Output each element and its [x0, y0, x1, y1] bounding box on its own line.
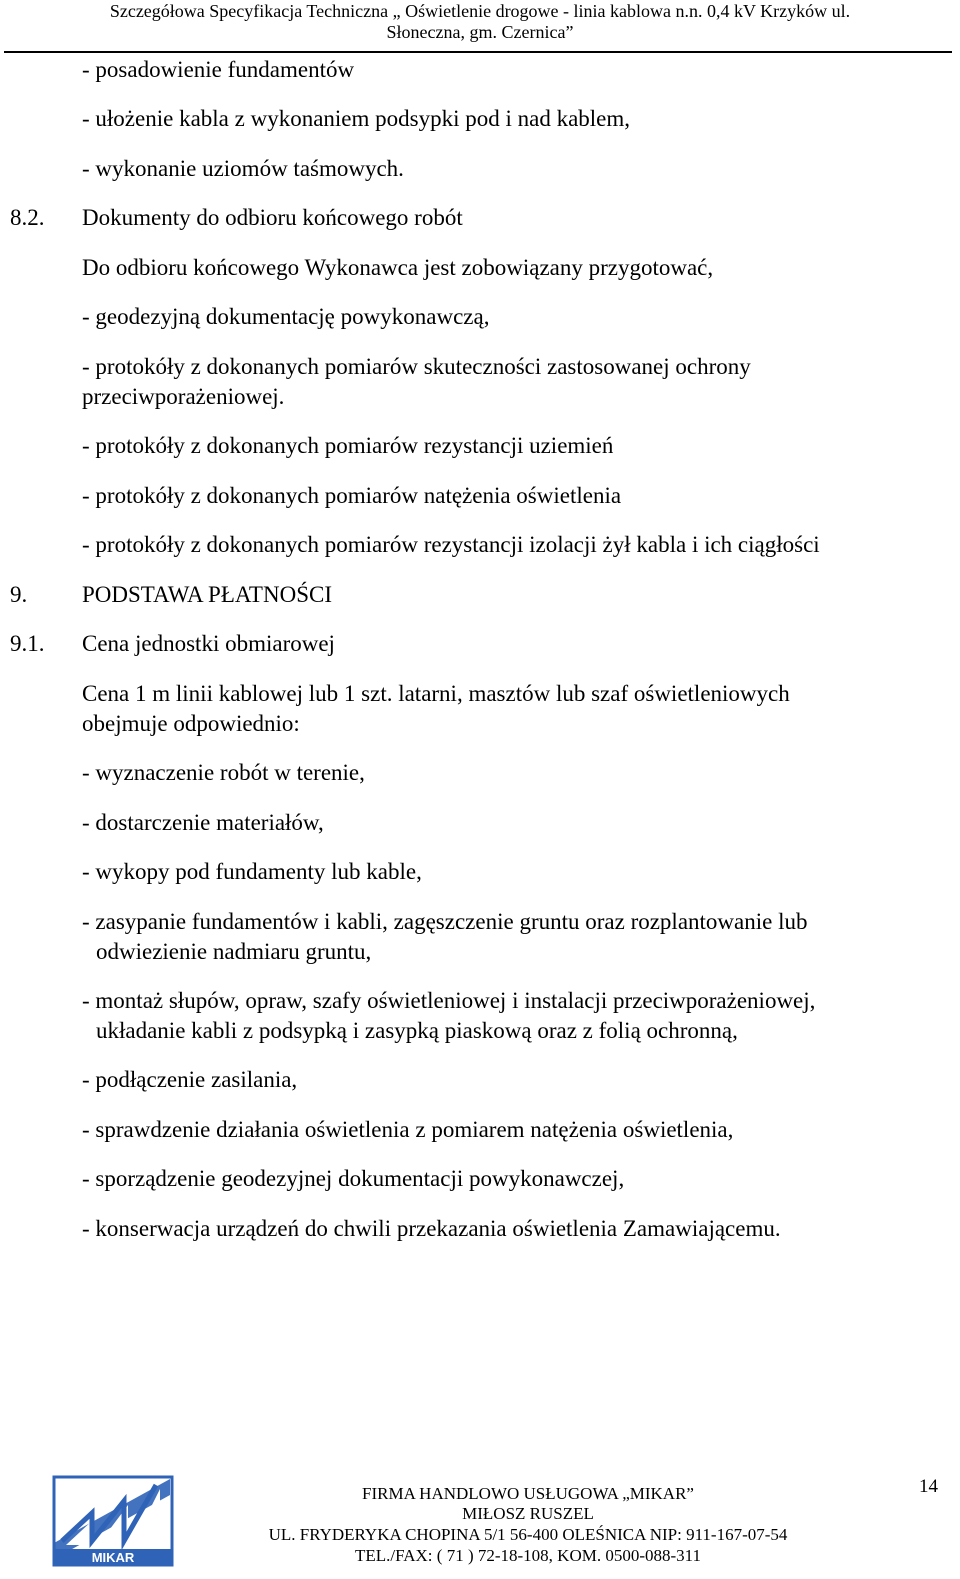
list-item-continuation: przeciwporażeniowej.: [82, 384, 285, 409]
list-item: - ułożenie kabla z wykonaniem podsypki pod i nad kablem,: [82, 106, 631, 131]
list-item: - posadowienie fundamentów: [82, 57, 355, 82]
logo-text: MIKAR: [91, 1550, 135, 1565]
list-item: - protokóły z dokonanych pomiarów rezystancji uziemień: [82, 433, 614, 458]
list-item: - protokóły z dokonanych pomiarów rezystancji izolacji żył kabla i ich ciągłości: [82, 532, 820, 557]
list-item-continuation: odwiezienie nadmiaru gruntu,: [96, 939, 372, 964]
footer-contact: TEL./FAX: ( 71 ) 72-18-108, KOM. 0500-088-311: [354, 1546, 702, 1565]
paragraph: Cena 1 m linii kablowej lub 1 szt. latarni, masztów lub szaf oświetleniowych: [82, 681, 790, 706]
footer-company-name: FIRMA HANDLOWO USŁUGOWA „MIKAR”: [362, 1484, 694, 1503]
section-number: 9.: [10, 582, 28, 607]
header-title-line-1: Szczegółowa Specyfikacja Techniczna „ Oświetlenie drogowe - linia kablowa n.n. 0,4 kV Krzyków ul.: [109, 1, 851, 21]
section-heading: Dokumenty do odbioru końcowego robót: [82, 205, 463, 230]
list-item: - montaż słupów, opraw, szafy oświetleniowej i instalacji przeciwporażeniowej,: [82, 988, 816, 1013]
list-item: - zasypanie fundamentów i kabli, zagęszczenie gruntu oraz rozplantowanie lub: [82, 909, 808, 934]
section-heading: Cena jednostki obmiarowej: [82, 631, 335, 656]
list-item: - protokóły z dokonanych pomiarów natężenia oświetlenia: [82, 483, 622, 508]
mikar-logo: [52, 1475, 174, 1567]
section-heading: PODSTAWA PŁATNOŚCI: [82, 582, 332, 607]
paragraph-continuation: obejmuje odpowiednio:: [82, 711, 300, 736]
list-item: - podłączenie zasilania,: [82, 1067, 298, 1092]
list-item-continuation: układanie kabli z podsypką i zasypką piaskową oraz z folią ochronną,: [96, 1018, 738, 1043]
list-item: - sprawdzenie działania oświetlenia z pomiarem natężenia oświetlenia,: [82, 1117, 734, 1142]
header-title-line-2: Słoneczna, gm. Czernica”: [386, 22, 574, 42]
page-number: 14: [919, 1476, 938, 1497]
list-item: - protokóły z dokonanych pomiarów skuteczności zastosowanej ochrony: [82, 354, 751, 379]
footer-owner-name: MIŁOSZ RUSZEL: [462, 1504, 594, 1523]
header-divider: [4, 51, 952, 53]
list-item: - sporządzenie geodezyjnej dokumentacji powykonawczej,: [82, 1166, 625, 1191]
list-item: - wyznaczenie robót w terenie,: [82, 760, 365, 785]
section-number: 9.1.: [10, 631, 45, 656]
footer-address: UL. FRYDERYKA CHOPINA 5/1 56-400 OLEŚNICA NIP: 911-167-07-54: [268, 1525, 788, 1544]
list-item: - geodezyjną dokumentację powykonawczą,: [82, 304, 490, 329]
list-item: - wykonanie uziomów taśmowych.: [82, 156, 404, 181]
section-number: 8.2.: [10, 205, 45, 230]
list-item: - wykopy pod fundamenty lub kable,: [82, 859, 422, 884]
list-item: - dostarczenie materiałów,: [82, 810, 324, 835]
list-item: - konserwacja urządzeń do chwili przekazania oświetlenia Zamawiającemu.: [82, 1216, 781, 1241]
paragraph: Do odbioru końcowego Wykonawca jest zobowiązany przygotować,: [82, 255, 714, 280]
